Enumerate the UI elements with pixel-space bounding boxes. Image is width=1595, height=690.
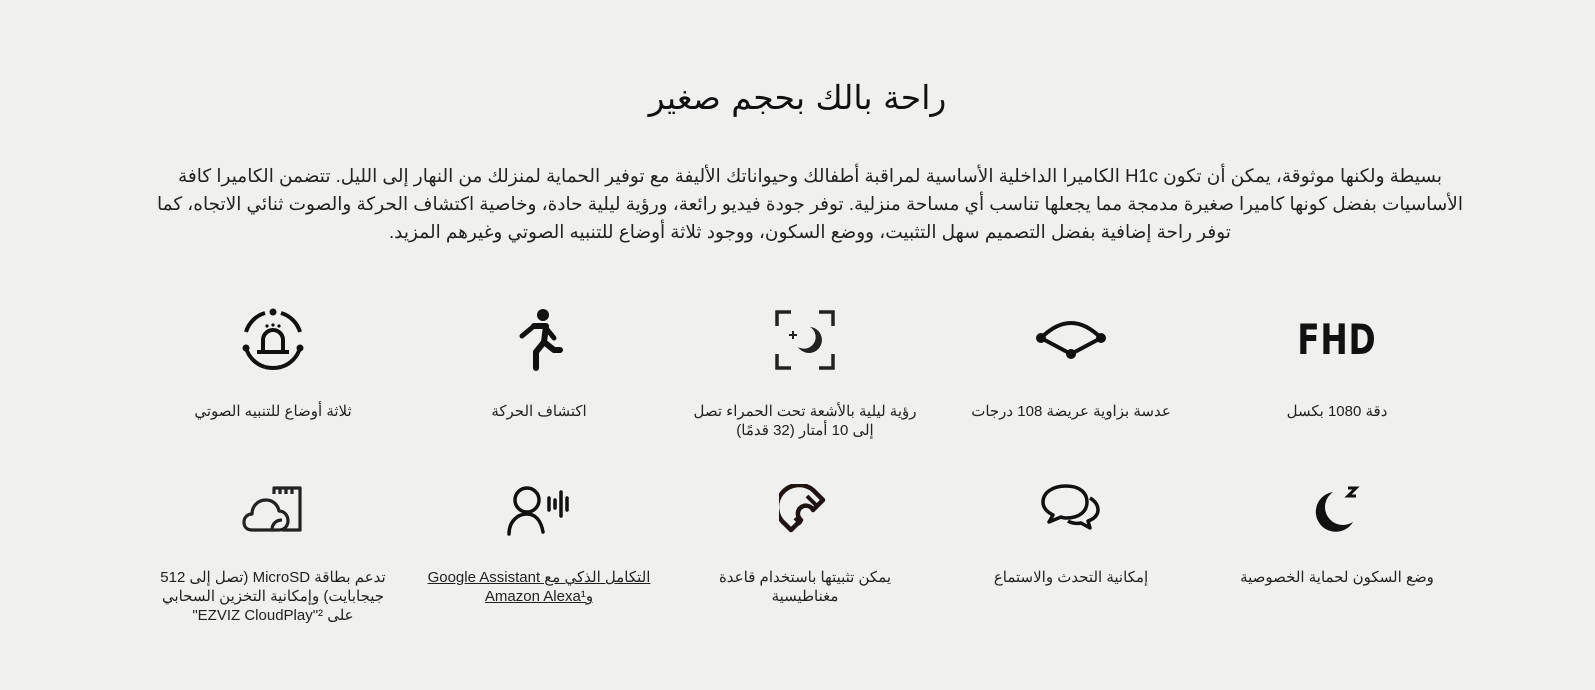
- voice-assistant-icon: [499, 470, 579, 550]
- feature-night-vision: [672, 300, 938, 470]
- feature-label: تدعم بطاقة MicroSD (تصل إلى 512 جيجابايت) وإمكانية التخزين السحابي على EZVIZ CloudPlay"²": [160, 569, 386, 624]
- motion-detection-icon: [499, 300, 579, 380]
- feature-motion-detection: [406, 300, 672, 470]
- feature-label: وضع السكون لحماية الخصوصية: [1240, 569, 1434, 586]
- microsd-cloud-icon: [233, 470, 313, 550]
- feature-label: إمكانية التحدث والاستماع: [993, 569, 1149, 586]
- feature-wide-angle: [938, 300, 1204, 470]
- feature-label: عدسة بزاوية عريضة 108 درجات: [971, 403, 1171, 420]
- feature-siren: [140, 300, 406, 470]
- feature-sleep-mode: [1204, 470, 1470, 640]
- section-title: راحة بالك بحجم صغير: [648, 78, 947, 117]
- feature-magnetic-base: [672, 470, 938, 640]
- sleep-mode-icon: [1297, 470, 1377, 550]
- wide-angle-lens-icon: [1031, 300, 1111, 380]
- feature-two-way-talk: [938, 470, 1204, 640]
- magnetic-base-icon: [765, 470, 845, 550]
- feature-storage: [140, 470, 406, 640]
- two-way-talk-icon: [1031, 470, 1111, 550]
- siren-alarm-icon: [233, 300, 313, 380]
- feature-label: اكتشاف الحركة: [491, 403, 587, 420]
- features-grid: [140, 300, 1470, 640]
- feature-label: ثلاثة أوضاع للتنبيه الصوتي: [194, 403, 352, 420]
- feature-voice-assistant: [406, 470, 672, 640]
- feature-fhd: [1204, 300, 1470, 470]
- feature-label: يمكن تثبيتها باستخدام قاعدة مغناطيسية: [718, 569, 892, 605]
- voice-assistant-link[interactable]: التكامل الذكي مع Google Assistant وAmazon Alexa¹: [427, 569, 651, 605]
- fhd-icon: FHD: [1297, 315, 1377, 364]
- night-vision-icon: [765, 300, 845, 380]
- feature-label: دقة 1080 بكسل: [1286, 403, 1388, 420]
- section-description: بسيطة ولكنها موثوقة، يمكن أن تكون H1c الكاميرا الداخلية الأساسية لمراقبة أطفالك وحيواناتك الأليفة مع توفير الحماية لمنزلك من النهار إلى الليل. تتضمن الكاميرا كافة الأساسيات بفضل كونها كاميرا صغيرة مدمجة مما يجعلها تناسب أي مساحة منزلية. توفر جودة فيديو رائعة، ورؤية ليلية حادة، وخاصية اكتشاف الحركة والصوت ثنائي الاتجاه، كما توفر راحة إضافية بفضل التصميم سهل التثبيت، ووضع السكون، ووجود ثلاثة أوضاع للتنبيه الصوتي وغيرهم المزيد.: [157, 165, 1463, 242]
- feature-label: رؤية ليلية بالأشعة تحت الحمراء تصل إلى 10 أمتار (32 قدمًا): [693, 403, 917, 439]
